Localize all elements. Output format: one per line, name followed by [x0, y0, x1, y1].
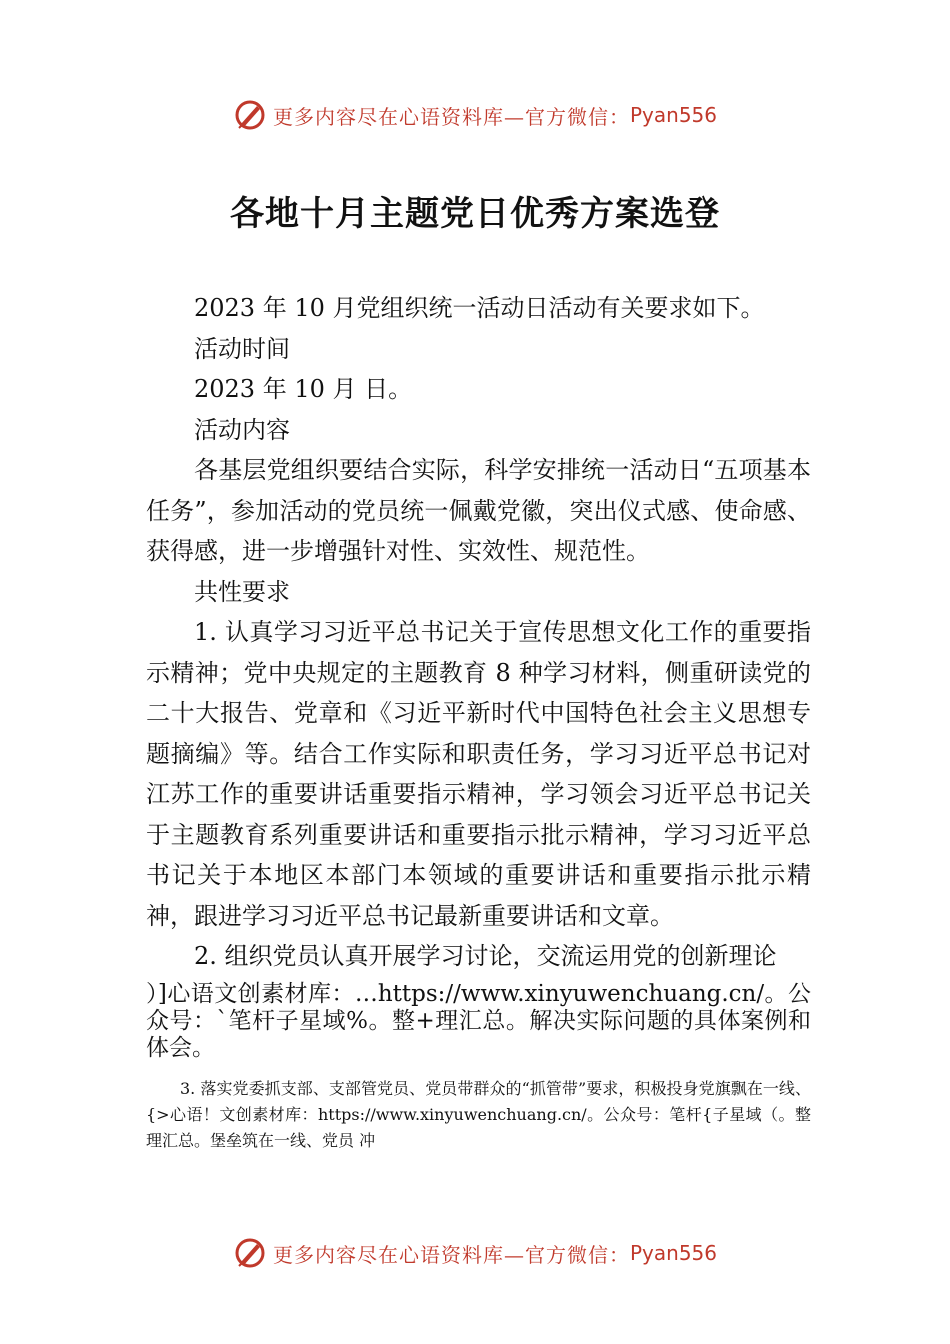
- watermark-banner-top: [0, 95, 950, 135]
- page-title: 各地十月主题党日优秀方案选登: [230, 194, 720, 234]
- paragraph: 各基层党组织要结合实际，科学安排统一活动日“五项基本任务”，参加活动的党员统一佩戴党徽，突出仪式感、使命感、获得感，进一步增强针对性、实效性、规范性。: [146, 456, 811, 565]
- paragraph: 3. 落实党委抓支部、支部管党员、党员带群众的“抓管带”要求，积极投身党旗飘在一线、{>心语！文创素材库：https://www.xinyuwenchuang.cn/。公众号：笔杆{子星域（。整理汇总。堡垒筑在一线、党员 冲: [146, 1078, 811, 1150]
- watermark-wechat-id: Pyan556: [629, 1241, 717, 1265]
- watermark-wechat-id: Pyan556: [629, 103, 717, 127]
- small-paragraph-block: [146, 1076, 811, 1154]
- section-heading: 共性要求: [194, 577, 290, 606]
- paragraph-mixed-watermark: ）]心语文创素材库：…https://www.xinyuwenchuang.cn/。公众号：`笔杆子星域%。整+理汇总。解决实际问题的具体案例和体会。: [146, 980, 811, 1061]
- quill-pen-logo-icon: [233, 98, 267, 132]
- paragraph: 2023 年 10 月 日。: [194, 375, 413, 403]
- quill-pen-logo-icon: [233, 1236, 267, 1270]
- document-body: [146, 288, 811, 1154]
- paragraph: 2. 组织党员认真开展学习讨论，交流运用党的创新理论: [194, 942, 777, 970]
- watermark-banner-bottom: [0, 1233, 950, 1273]
- paragraph: 1. 认真学习习近平总书记关于宣传思想文化工作的重要指示精神；党中央规定的主题教育 8 种学习材料，侧重研读党的二十大报告、党章和《习近平新时代中国特色社会主义思想专题摘编》等。结合工作实际和职责任务，学习习近平总书记对江苏工作的重要讲话重要指示精神，学习领会习近平总书记关于主题教育系列重要讲话和重要指示批示精神，学习习近平总书记关于本地区本部门本领域的重要讲话和重要指示批示精神，跟进学习习近平总书记最新重要讲话和文章。: [146, 618, 811, 930]
- section-heading: 活动时间: [194, 334, 290, 363]
- watermark-text: 更多内容尽在心语资料库—官方微信：: [272, 1242, 630, 1267]
- section-heading: 活动内容: [194, 415, 290, 444]
- watermark-text: 更多内容尽在心语资料库—官方微信：: [272, 104, 630, 129]
- paragraph: 2023 年 10 月党组织统一活动日活动有关要求如下。: [194, 294, 765, 322]
